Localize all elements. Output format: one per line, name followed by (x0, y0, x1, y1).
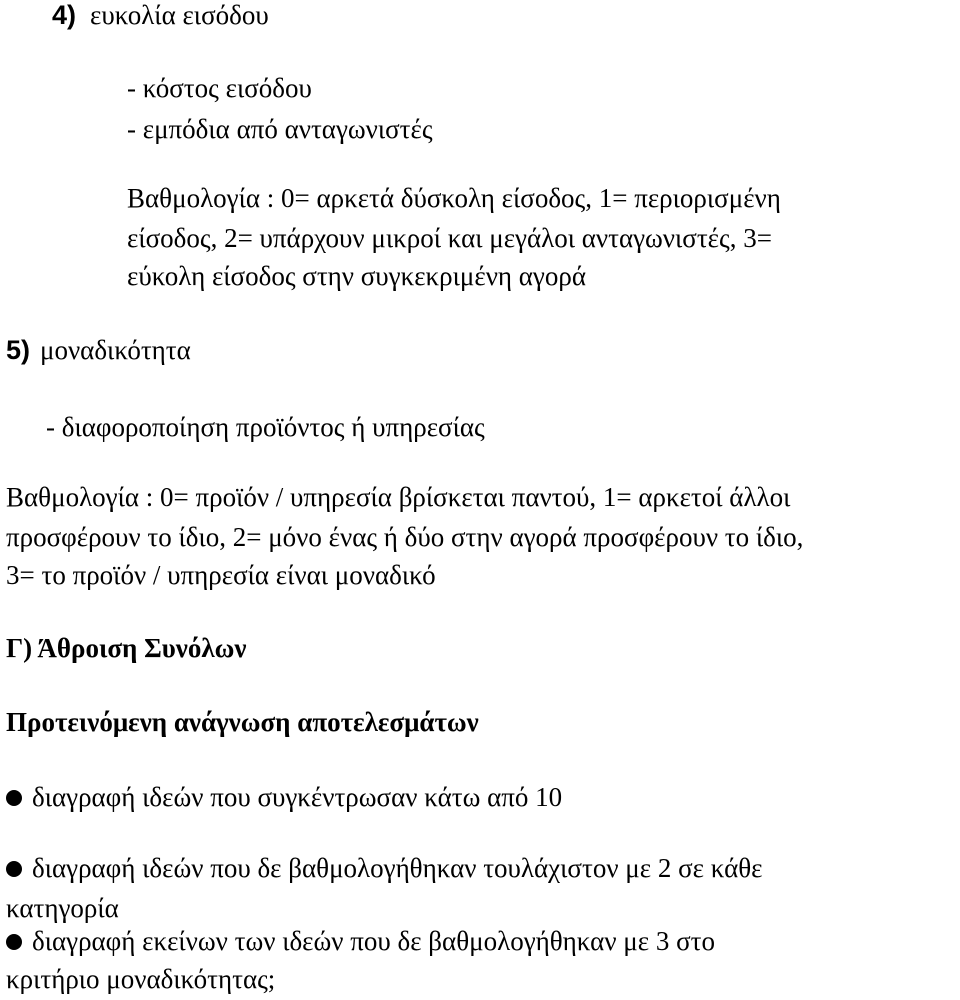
bullet-3-line-2: κριτήριο μοναδικότητας; (6, 964, 276, 994)
heading-proposed-reading: Προτεινόμενη ανάγνωση αποτελεσμάτων (6, 707, 479, 737)
bullet-icon (6, 790, 22, 806)
section-4-item-1: - κόστος εισόδου (127, 73, 312, 103)
section-5-rating-line-1: Βαθμολογία : 0= προϊόν / υπηρεσία βρίσκεται παντού, 1= αρκετοί άλλοι (6, 482, 791, 512)
bullet-icon (6, 861, 22, 877)
bullet-2-line-2: κατηγορία (6, 893, 119, 923)
bullet-icon (6, 934, 22, 950)
bullet-2-line-1: διαγραφή ιδεών που δε βαθμολογήθηκαν τουλάχιστον με 2 σε κάθε (32, 853, 763, 883)
section-5-item-1: - διαφοροποίηση προϊόντος ή υπηρεσίας (46, 412, 485, 442)
section-4-rating-line-1: Βαθμολογία : 0= αρκετά δύσκολη είσοδος, 1= περιορισμένη (127, 183, 781, 213)
bullet-1-line-1: διαγραφή ιδεών που συγκέντρωσαν κάτω από 10 (32, 782, 563, 812)
section-5-rating-line-2: προσφέρουν το ίδιο, 2= μόνο ένας ή δύο στην αγορά προσφέρουν το ίδιο, (6, 522, 804, 552)
section-5-rating-line-3: 3= το προϊόν / υπηρεσία είναι μοναδικό (6, 560, 436, 590)
section-4-rating-line-3: εύκολη είσοδος στην συγκεκριμένη αγορά (127, 261, 586, 291)
section-4-heading: ευκολία εισόδου (90, 0, 269, 30)
section-4-number: 4) (52, 0, 77, 30)
section-4-rating-line-2: είσοδος, 2= υπάρχουν μικροί και μεγάλοι ανταγωνιστές, 3= (127, 223, 772, 253)
bullet-3-line-1: διαγραφή εκείνων των ιδεών που δε βαθμολογήθηκαν με 3 στο (32, 926, 715, 956)
section-4-item-2: - εμπόδια από ανταγωνιστές (127, 114, 433, 144)
section-5-heading: μοναδικότητα (40, 335, 191, 365)
section-5-number: 5) (6, 335, 31, 365)
heading-gamma: Γ) Άθροιση Συνόλων (6, 633, 247, 663)
